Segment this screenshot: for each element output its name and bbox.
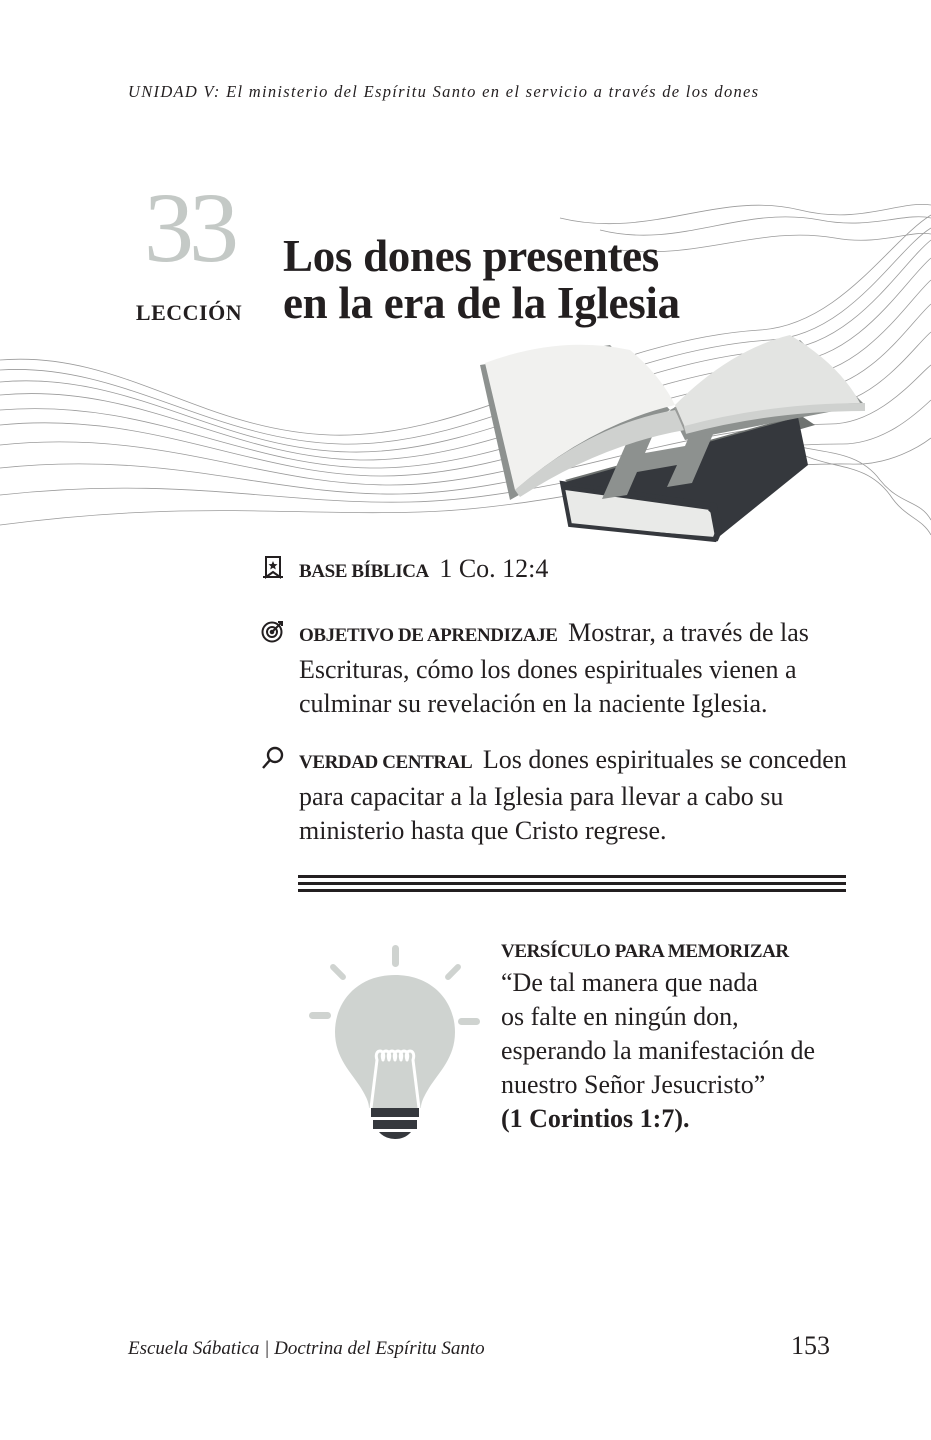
- magnifier-icon: [260, 745, 286, 771]
- verdad-central-text: Los dones espirituales se conceden para capacitar a la Iglesia para llevar a cabo su ministerio hasta que Cristo regrese.: [299, 745, 847, 845]
- lightbulb-icon: [305, 940, 485, 1140]
- footer-book-title: Escuela Sábatica | Doctrina del Espíritu Santo: [128, 1338, 485, 1359]
- bookmark-icon: [260, 554, 286, 580]
- objetivo-text: Mostrar, a través de las Escrituras, cómo los dones espirituales vienen a culminar su revelación en la naciente Iglesia.: [299, 618, 809, 718]
- memory-verse-block: [501, 938, 861, 1136]
- lesson-number: 33: [144, 172, 234, 283]
- target-icon: [260, 618, 286, 644]
- verdad-central-block: [260, 743, 860, 848]
- lesson-title-line-1: Los dones presentes: [283, 231, 660, 281]
- lesson-title: [283, 233, 843, 327]
- memory-verse-line-1: “De tal manera que nada: [501, 968, 758, 997]
- lesson-title-line-2: en la era de la Iglesia: [283, 278, 680, 328]
- page-number: 153: [791, 1331, 830, 1360]
- base-biblica-label: BASE BÍBLICA: [299, 561, 429, 582]
- lesson-label: LECCIÓN: [135, 300, 243, 325]
- base-biblica-block: [260, 552, 860, 589]
- memory-verse-reference: (1 Corintios 1:7).: [501, 1104, 690, 1133]
- bible-book-illustration: [470, 325, 890, 555]
- memory-verse-line-4: nuestro Señor Jesucristo”: [501, 1070, 766, 1099]
- memory-verse-line-3: esperando la manifestación de: [501, 1036, 816, 1065]
- verdad-central-label: VERDAD CENTRAL: [299, 752, 473, 773]
- base-biblica-text: 1 Co. 12:4: [439, 554, 549, 583]
- objetivo-label: OBJETIVO DE APRENDIZAJE: [299, 625, 558, 646]
- triple-line-divider: [298, 875, 846, 893]
- objetivo-block: [260, 616, 860, 721]
- running-head: UNIDAD V: El ministerio del Espíritu Santo en el servicio a través de los dones: [128, 82, 760, 101]
- memory-verse-label: VERSÍCULO PARA MEMORIZAR: [501, 941, 789, 962]
- memory-verse-line-2: os falte en ningún don,: [501, 1002, 739, 1031]
